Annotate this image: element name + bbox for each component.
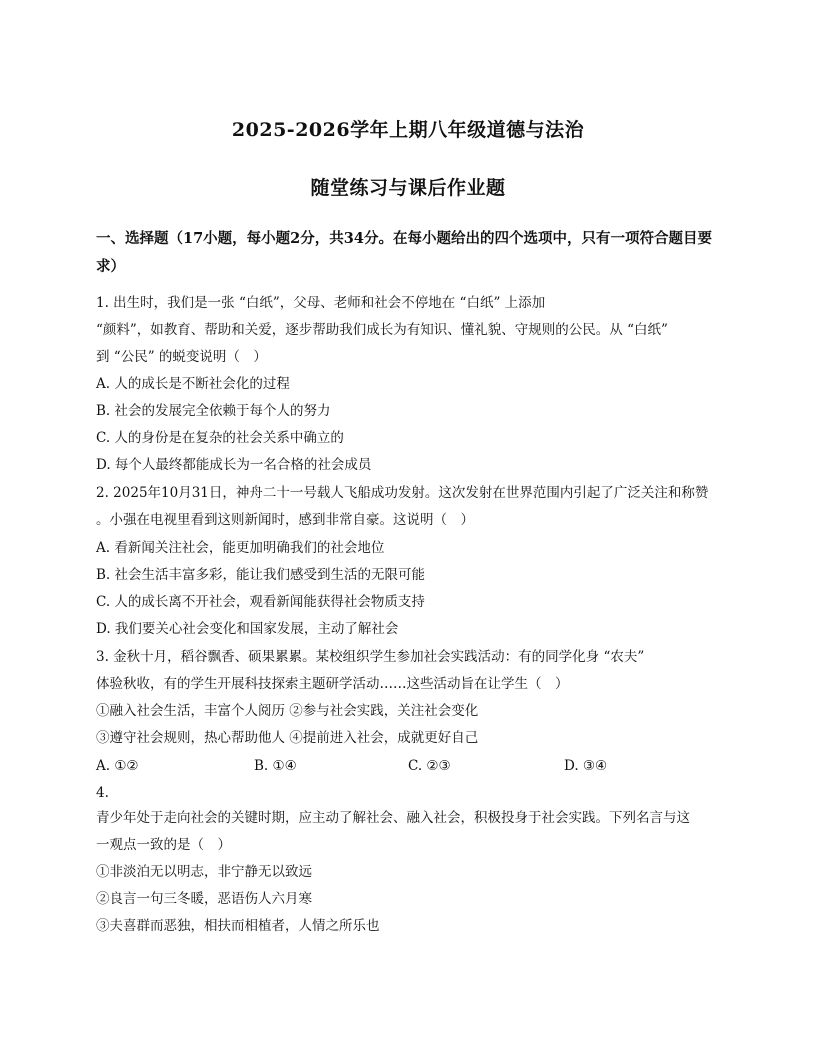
section-heading: 一、选择题（17小题，每小题2分，共34分。在每小题给出的四个选项中，只有一项符合题目要求） [96, 230, 712, 275]
question-2-stem-line-1: 2. 2025年10月31日，神舟二十一号载人飞船成功发射。这次发射在世界范围内引起了广泛关注和称赞 [96, 485, 709, 501]
question-3-option-d[interactable]: D. ③④ [564, 758, 608, 774]
question-2-option-d[interactable]: D. 我们要关心社会变化和国家发展，主动了解社会 [96, 621, 399, 637]
question-2-option-b[interactable]: B. 社会生活丰富多彩，能让我们感受到生活的无限可能 [96, 567, 426, 583]
question-1-stem-line-2: “颜料”，如教育、帮助和关爱，逐步帮助我们成长为有知识、懂礼貌、守规则的公民。从 “白纸” [96, 322, 668, 338]
question-4-stem-line-2: 一观点一致的是（ ） [96, 837, 231, 853]
question-3-statement-line-1: ①融入社会生活，丰富个人阅历 ②参与社会实践，关注社会变化 [96, 703, 479, 719]
question-2-stem-line-2: 。小强在电视里看到这则新闻时，感到非常自豪。这说明（ ） [96, 512, 474, 528]
question-2-option-a[interactable]: A. 看新闻关注社会，能更加明确我们的社会地位 [96, 540, 385, 556]
question-1-option-a[interactable]: A. 人的成长是不断社会化的过程 [96, 376, 290, 392]
question-4-statement-1: ①非淡泊无以明志，非宁静无以致远 [96, 864, 312, 880]
question-2-option-c[interactable]: C. 人的成长离不开社会，观看新闻能获得社会物质支持 [96, 594, 425, 610]
question-3-option-c[interactable]: C. ②③ [408, 758, 451, 774]
question-4-statement-2: ②良言一句三冬暖，恶语伤人六月寒 [96, 891, 312, 907]
question-4-stem-line-1: 青少年处于走向社会的关键时期，应主动了解社会、融入社会，积极投身于社会实践。下列名言与这 [96, 810, 690, 826]
question-1-option-b[interactable]: B. 社会的发展完全依赖于每个人的努力 [96, 403, 331, 419]
question-1-stem-line-1: 1. 出生时，我们是一张 “白纸”，父母、老师和社会不停地在 “白纸” 上添加 [96, 295, 546, 311]
question-3-stem-line-2: 体验秋收，有的学生开展科技探索主题研学活动……这些活动旨在让学生（ ） [96, 676, 569, 692]
question-3-option-b[interactable]: B. ①④ [254, 758, 297, 774]
question-4-statement-3: ③夫喜群而恶独，相扶而相植者，人情之所乐也 [96, 918, 380, 934]
question-1-option-d[interactable]: D. 每个人最终都能成长为一名合格的社会成员 [96, 457, 372, 473]
question-3-option-a[interactable]: A. ①② [96, 758, 139, 774]
question-3-statement-line-2: ③遵守社会规则，热心帮助他人 ④提前进入社会，成就更好自己 [96, 730, 479, 746]
question-3-stem-line-1: 3. 金秋十月，稻谷飘香、硕果累累。某校组织学生参加社会实践活动：有的同学化身 “农夫” [96, 649, 645, 665]
document-subtitle: 随堂练习与课后作业题 [310, 177, 506, 199]
document-title: 2025-2026学年上期八年级道德与法治 [231, 119, 585, 141]
question-1-stem-line-3: 到 “公民” 的蜕变说明（ ） [96, 349, 267, 365]
question-4-number: 4. [96, 785, 109, 801]
question-1-option-c[interactable]: C. 人的身份是在复杂的社会关系中确立的 [96, 430, 344, 446]
